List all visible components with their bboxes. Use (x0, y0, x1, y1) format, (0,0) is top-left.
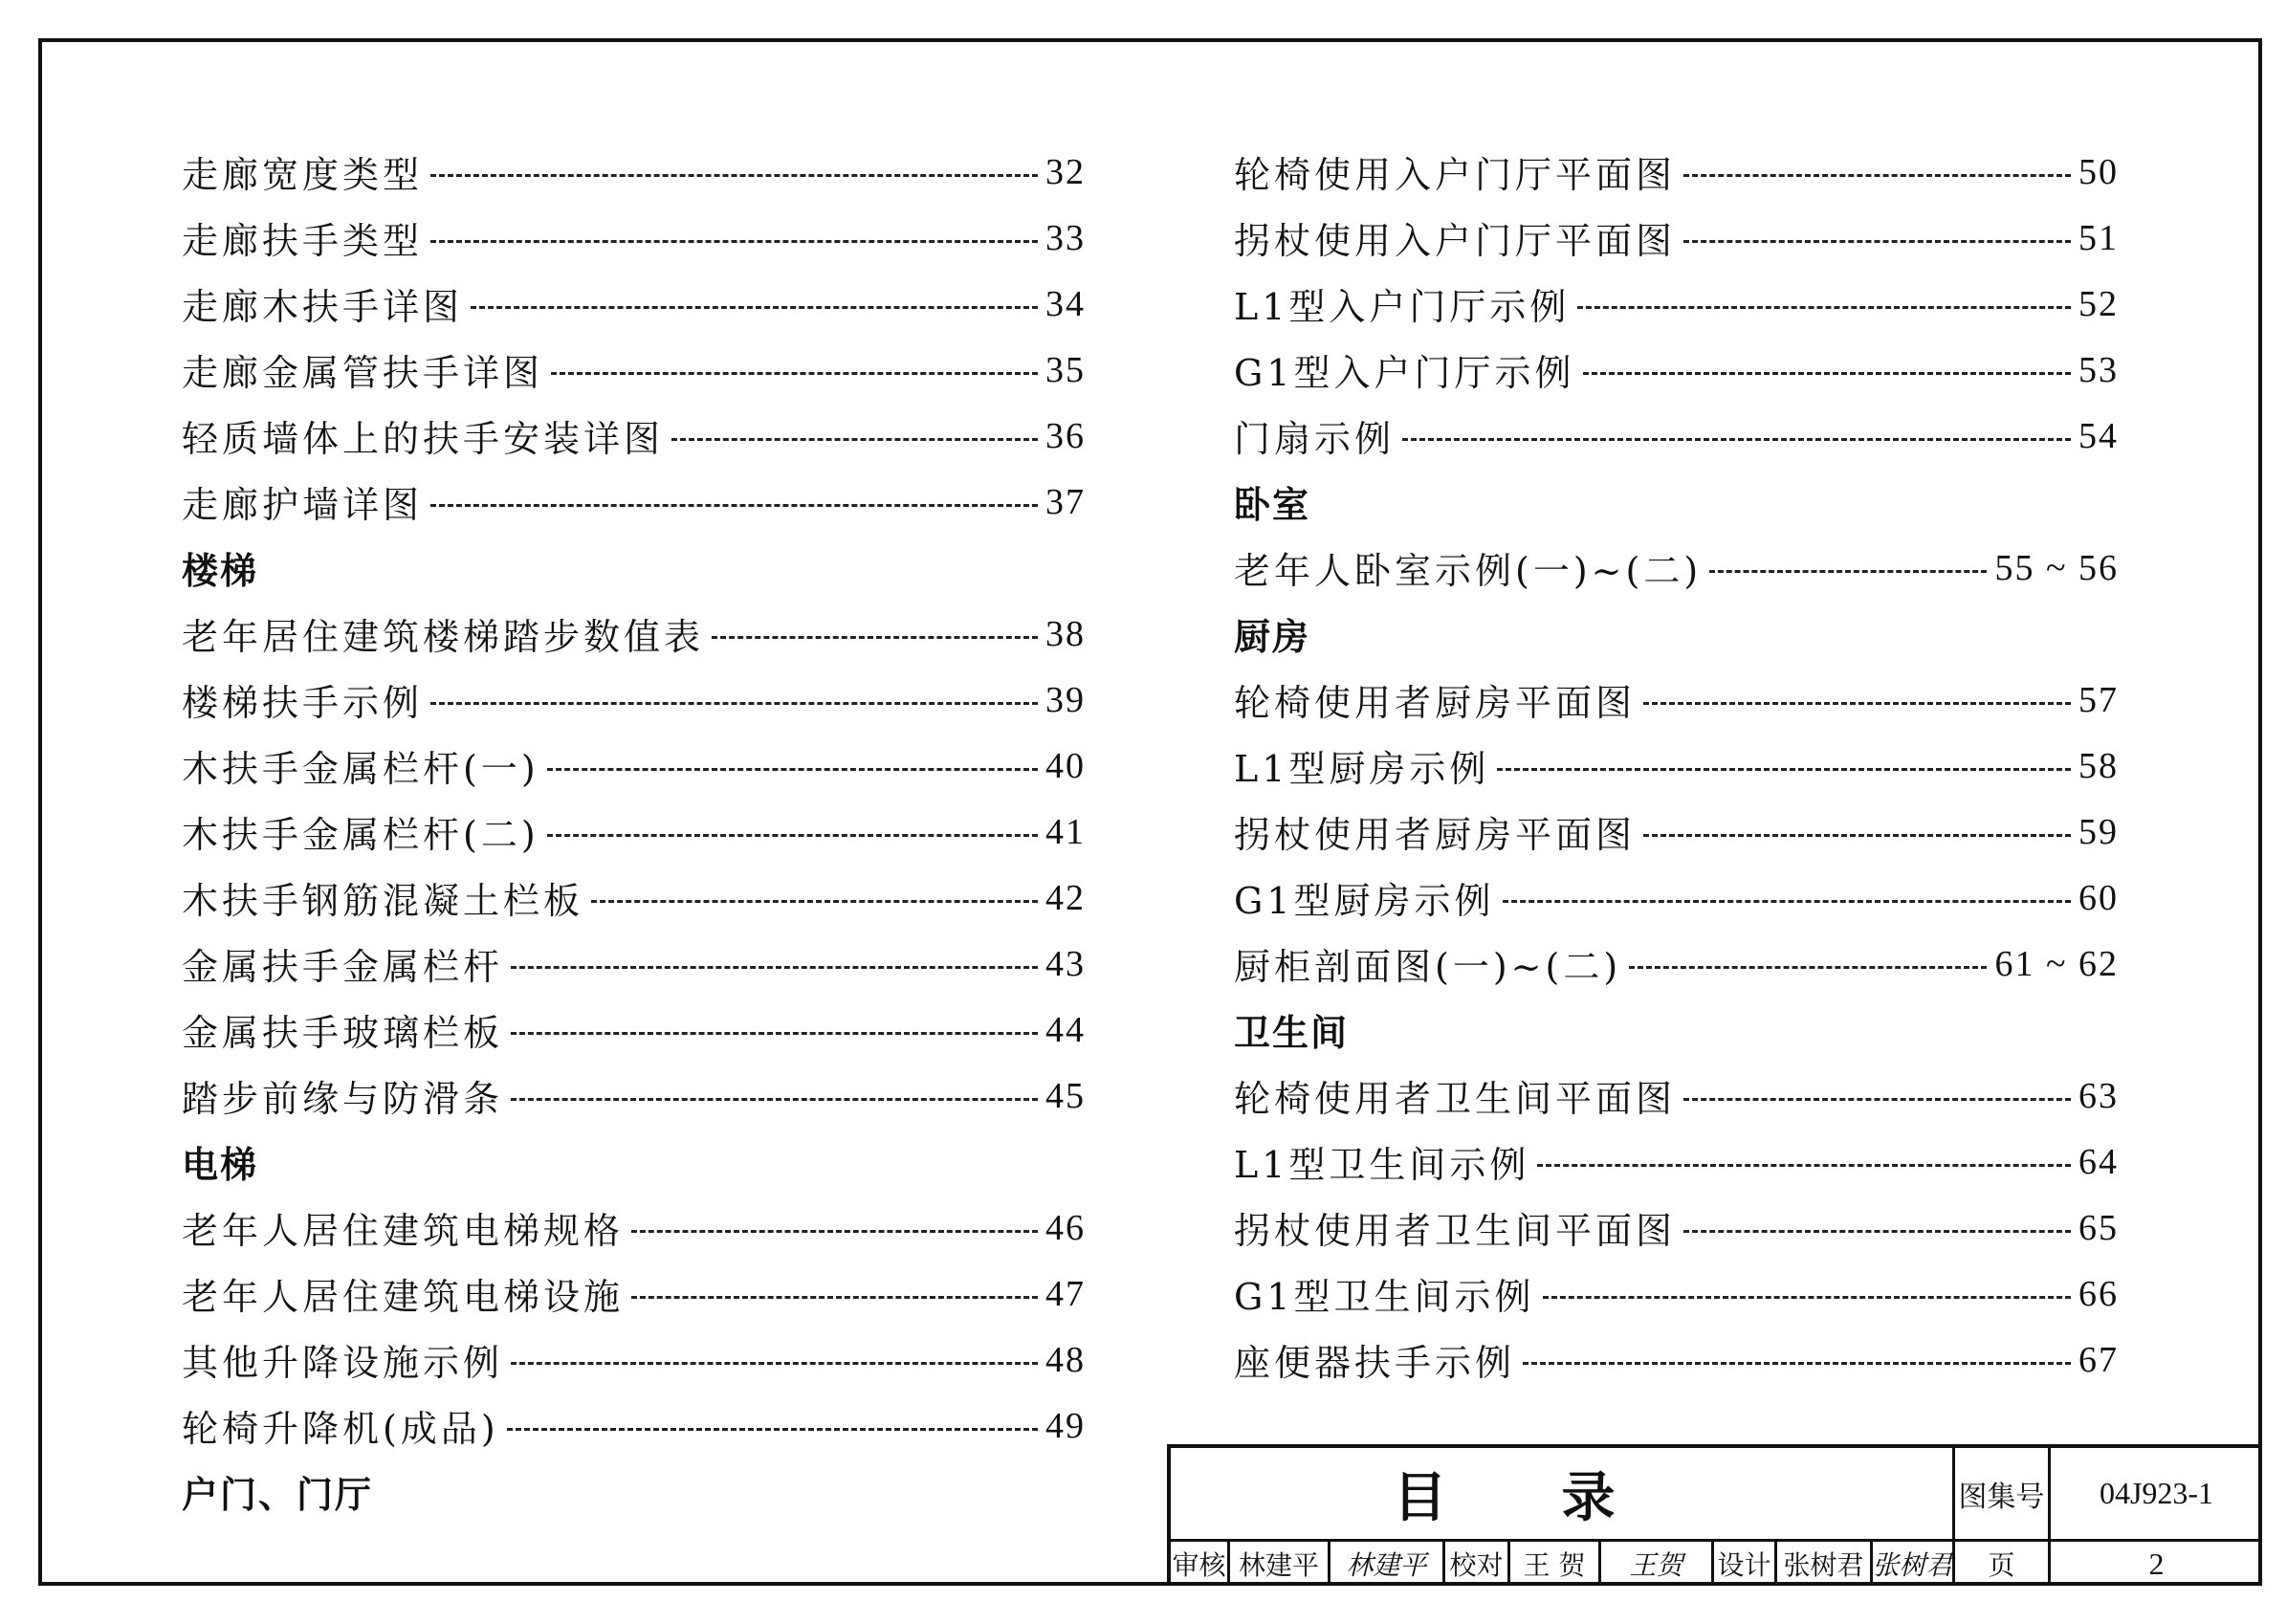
toc-entry-title: 走廊扶手类型 (182, 220, 424, 262)
toc-entry-page: 57 (2078, 679, 2119, 720)
section-heading: 电梯 (182, 1144, 259, 1186)
dotted-leader (631, 1230, 1038, 1233)
dotted-leader (547, 768, 1038, 771)
toc-entry (1234, 865, 2119, 931)
toc-entry-title: G1型入户门厅示例 (1234, 352, 1575, 394)
toc-entry (182, 997, 1086, 1063)
toc-entry-title: 木扶手钢筋混凝土栏板 (182, 880, 584, 922)
toc-entry-page: 64 (2078, 1141, 2119, 1182)
dotted-leader (1683, 240, 2071, 243)
toc-entry-page: 34 (1045, 283, 1086, 324)
toc-entry-page: 38 (1045, 613, 1086, 654)
toc-entry-page: 43 (1045, 943, 1086, 984)
dotted-leader (1683, 1098, 2071, 1101)
toc-entry (182, 337, 1086, 403)
toc-entry-page: 51 (2078, 217, 2119, 258)
toc-entry-page: 39 (1045, 679, 1086, 720)
toc-entry (182, 139, 1086, 205)
reviewer-name: 林建平 (1230, 1542, 1330, 1586)
toc-entry (1234, 403, 2119, 469)
designer-name: 张树君 (1777, 1542, 1873, 1586)
toc-entry-title: 门扇示例 (1234, 418, 1396, 460)
toc-entry (1234, 337, 2119, 403)
toc-entry (182, 1063, 1086, 1129)
toc-left-column (182, 139, 1086, 1525)
checker-signature: 王贺 (1601, 1542, 1714, 1586)
dotted-leader (1577, 306, 2071, 309)
dotted-leader (1503, 900, 2071, 903)
dotted-leader (1583, 372, 2071, 375)
toc-entry-page: 55 ~ 56 (1994, 547, 2119, 588)
toc-entry-title: 轮椅使用者厨房平面图 (1234, 682, 1637, 724)
toc-entry-title: 踏步前缘与防滑条 (182, 1078, 504, 1120)
toc-entry (182, 931, 1086, 997)
toc-entry (182, 799, 1086, 865)
dotted-leader (430, 702, 1038, 705)
toc-entry-title: 木扶手金属栏杆(二) (182, 814, 539, 856)
toc-entry-title: G1型厨房示例 (1234, 880, 1495, 922)
toc-entry (1234, 799, 2119, 865)
toc-entry (1234, 271, 2119, 337)
dotted-leader (671, 438, 1038, 441)
toc-entry (1234, 1129, 2119, 1195)
toc-entry-title: L1型厨房示例 (1234, 748, 1490, 790)
toc-entry-page: 52 (2078, 283, 2119, 324)
dotted-leader (1523, 1362, 2071, 1365)
dotted-leader (1643, 834, 2071, 837)
toc-entry-page: 48 (1045, 1339, 1086, 1380)
dotted-leader (507, 1428, 1038, 1431)
dotted-leader (547, 834, 1038, 837)
toc-entry-page: 47 (1045, 1273, 1086, 1314)
toc-entry (182, 601, 1086, 667)
toc-entry (1234, 1261, 2119, 1327)
toc-entry-title: 老年人卧室示例(一)~(二) (1234, 550, 1703, 592)
page-number: 2 (2148, 1546, 2165, 1581)
toc-entry (182, 205, 1086, 271)
dotted-leader (1683, 1230, 2071, 1233)
toc-entry (182, 469, 1086, 535)
atlas-number-label: 图集号 (1955, 1448, 2051, 1542)
toc-entry-page: 59 (2078, 811, 2119, 852)
dotted-leader (1537, 1164, 2071, 1167)
toc-entry-page: 61 ~ 62 (1994, 943, 2119, 984)
toc-entry-title: G1型卫生间示例 (1234, 1276, 1535, 1318)
toc-entry (182, 1393, 1086, 1459)
toc-entry-title: 金属扶手玻璃栏板 (182, 1012, 504, 1054)
dotted-leader (430, 174, 1038, 177)
toc-entry-title: 拐杖使用者厨房平面图 (1234, 814, 1637, 856)
dotted-leader (1683, 174, 2071, 177)
toc-right-column (1234, 139, 2119, 1393)
toc-entry-title: 轮椅使用者卫生间平面图 (1234, 1078, 1677, 1120)
toc-entry-page: 67 (2078, 1339, 2119, 1380)
section-heading: 楼梯 (182, 550, 259, 592)
toc-entry-page: 32 (1045, 151, 1086, 192)
toc-entry-title: 拐杖使用入户门厅平面图 (1234, 220, 1677, 262)
toc-entry-page: 37 (1045, 481, 1086, 522)
toc-entry (1234, 667, 2119, 733)
toc-entry-title: 拐杖使用者卫生间平面图 (1234, 1210, 1677, 1252)
toc-entry (182, 865, 1086, 931)
toc-entry-page: 50 (2078, 151, 2119, 192)
toc-entry-page: 42 (1045, 877, 1086, 918)
toc-entry (182, 733, 1086, 799)
toc-entry-page: 46 (1045, 1207, 1086, 1248)
toc-entry (182, 271, 1086, 337)
check-label: 校对 (1445, 1542, 1510, 1586)
toc-entry-title: 老年人居住建筑电梯设施 (182, 1276, 625, 1318)
dotted-leader (1643, 702, 2071, 705)
toc-entry-title: 老年人居住建筑电梯规格 (182, 1210, 625, 1252)
toc-entry-title: 走廊宽度类型 (182, 154, 424, 196)
toc-entry (182, 1195, 1086, 1261)
designer-signature: 张树君 (1873, 1542, 1955, 1586)
toc-entry (1234, 205, 2119, 271)
toc-entry-page: 36 (1045, 415, 1086, 456)
dotted-leader (631, 1296, 1038, 1299)
toc-entry (1234, 931, 2119, 997)
sheet-title: 目录 (1171, 1448, 1955, 1542)
toc-entry (182, 1261, 1086, 1327)
toc-entry (1234, 1327, 2119, 1393)
dotted-leader (511, 966, 1038, 969)
signature-row (1171, 1542, 2262, 1586)
section-heading: 卫生间 (1234, 1012, 1350, 1054)
toc-entry-title: 木扶手金属栏杆(一) (182, 748, 539, 790)
toc-entry-page: 53 (2078, 349, 2119, 390)
dotted-leader (1402, 438, 2071, 441)
dotted-leader (511, 1032, 1038, 1035)
toc-entry-title: 金属扶手金属栏杆 (182, 946, 504, 988)
toc-entry-title: 老年居住建筑楼梯踏步数值表 (182, 616, 705, 658)
toc-entry-title: 厨柜剖面图(一)~(二) (1234, 946, 1622, 988)
toc-entry-page: 45 (1045, 1075, 1086, 1116)
toc-entry (1234, 733, 2119, 799)
page-label: 页 (1955, 1542, 2051, 1586)
toc-entry-page: 35 (1045, 349, 1086, 390)
toc-entry (182, 403, 1086, 469)
dotted-leader (591, 900, 1038, 903)
dotted-leader (1629, 966, 1987, 969)
review-label: 审核 (1171, 1542, 1230, 1586)
dotted-leader (471, 306, 1038, 309)
section-heading: 卧室 (1234, 484, 1311, 526)
toc-entry-page: 40 (1045, 745, 1086, 786)
checker-name: 王 贺 (1510, 1542, 1601, 1586)
design-label: 设计 (1714, 1542, 1777, 1586)
toc-entry (1234, 1063, 2119, 1129)
toc-entry-page: 49 (1045, 1405, 1086, 1446)
toc-entry-title: 轮椅使用入户门厅平面图 (1234, 154, 1677, 196)
toc-entry (182, 667, 1086, 733)
reviewer-signature: 林建平 (1330, 1542, 1445, 1586)
toc-entry-page: 66 (2078, 1273, 2119, 1314)
toc-entry (1234, 139, 2119, 205)
toc-entry-title: 楼梯扶手示例 (182, 682, 424, 724)
toc-entry-title: 走廊护墙详图 (182, 484, 424, 526)
toc-entry-title: L1型入户门厅示例 (1234, 286, 1571, 328)
toc-entry-page: 41 (1045, 811, 1086, 852)
dotted-leader (1709, 570, 1987, 573)
atlas-number: 04J923-1 (2051, 1448, 2262, 1542)
toc-entry-title: 其他升降设施示例 (182, 1342, 504, 1384)
toc-entry-page: 65 (2078, 1207, 2119, 1248)
toc-entry-page: 60 (2078, 877, 2119, 918)
dotted-leader (430, 504, 1038, 507)
toc-entry (182, 1327, 1086, 1393)
dotted-leader (712, 636, 1038, 639)
toc-entry-page: 54 (2078, 415, 2119, 456)
toc-entry-page: 58 (2078, 745, 2119, 786)
toc-entry-title: 轻质墙体上的扶手安装详图 (182, 418, 665, 460)
dotted-leader (551, 372, 1038, 375)
toc-entry-title: 轮椅升降机(成品) (182, 1408, 499, 1450)
toc-entry (1234, 535, 2119, 601)
toc-entry-page: 33 (1045, 217, 1086, 258)
dotted-leader (430, 240, 1038, 243)
toc-entry-page: 63 (2078, 1075, 2119, 1116)
dotted-leader (511, 1098, 1038, 1101)
dotted-leader (1543, 1296, 2071, 1299)
title-block (1167, 1444, 2262, 1586)
toc-entry-title: L1型卫生间示例 (1234, 1144, 1530, 1186)
toc-entry-title: 走廊木扶手详图 (182, 286, 464, 328)
toc-entry (1234, 1195, 2119, 1261)
toc-entry-title: 走廊金属管扶手详图 (182, 352, 544, 394)
dotted-leader (1497, 768, 2071, 771)
section-heading: 厨房 (1234, 616, 1311, 658)
dotted-leader (511, 1362, 1038, 1365)
section-heading: 户门、门厅 (182, 1474, 374, 1516)
toc-entry-title: 座便器扶手示例 (1234, 1342, 1516, 1384)
toc-entry-page: 44 (1045, 1009, 1086, 1050)
